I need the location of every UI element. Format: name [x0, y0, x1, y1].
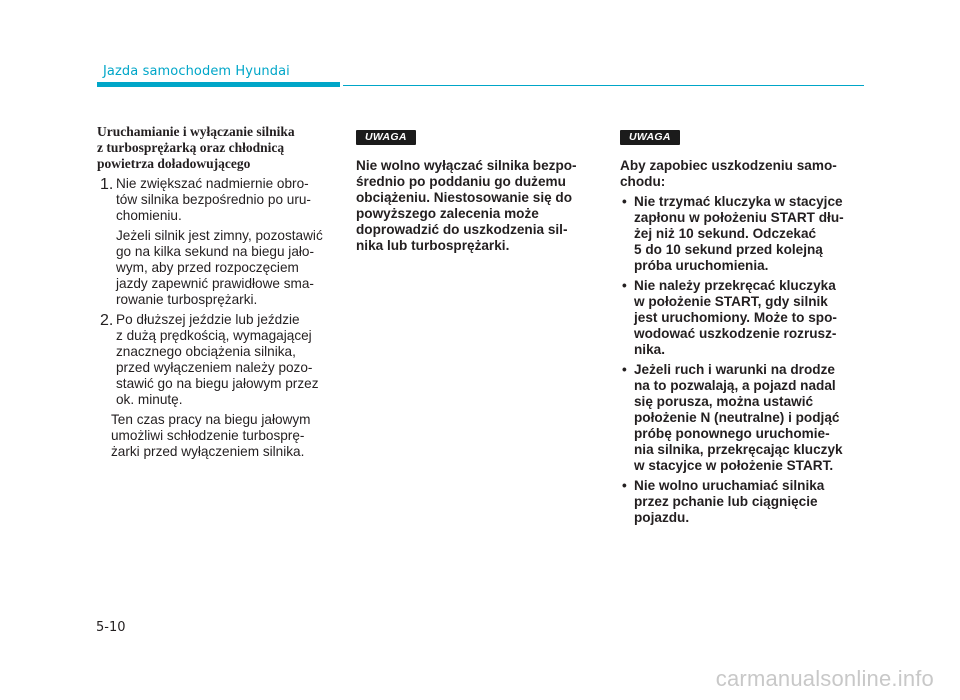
text-line: jazdy zapewnić prawidłowe sma- [116, 276, 314, 291]
header-accent-bar [97, 82, 340, 87]
bullet-item [620, 278, 868, 358]
text-line: Jeżeli silnik jest zimny, pozostawić [116, 228, 323, 243]
text-line: doprowadzić do uszkodzenia sil- [356, 222, 568, 237]
text-line: rowanie turbosprężarki. [116, 292, 258, 307]
text-line: Nie wolno uruchamiać silnika [634, 478, 825, 493]
text-line: chodu: [620, 174, 666, 189]
heading-line: powietrza doładowującego [97, 156, 251, 171]
text-line: średnio po poddaniu go dużemu [356, 174, 566, 189]
numbered-item-1 [97, 176, 345, 224]
text-line: wodować uszkodzenie rozrusz- [634, 326, 837, 341]
text-line: Ten czas pracy na biegu jałowym [111, 412, 311, 427]
text-line: żej niż 10 sekund. Odczekać [634, 226, 817, 241]
paragraph [97, 228, 345, 308]
item-number: 2. [100, 312, 114, 329]
watermark: carmanualsonline.info [715, 666, 934, 691]
text-line: tów silnika bezpośrednio po uru- [116, 192, 311, 207]
text-line: stawić go na biegu jałowym przez [116, 376, 319, 391]
text-line: ok. minutę. [116, 392, 183, 407]
text-line: nika. [634, 342, 665, 357]
text-line: go na kilka sekund na biegu jało- [116, 244, 314, 259]
text-line: pojazdu. [634, 510, 690, 525]
bullet-icon: • [622, 478, 627, 493]
heading-line: Uruchamianie i wyłączanie silnika [97, 124, 295, 139]
right-column [620, 127, 868, 526]
item-number: 1. [100, 176, 114, 193]
text-line: położenie N (neutralne) i podjąć [634, 410, 840, 425]
caution-text [356, 158, 606, 254]
text-line: umożliwi schłodzenie turbosprę- [111, 428, 305, 443]
text-line: próbę ponownego uruchomie- [634, 426, 830, 441]
text-line: 5 do 10 sekund przed kolejną [634, 242, 823, 257]
text-line: próba uruchomienia. [634, 258, 769, 273]
header-rule [343, 85, 864, 86]
bullet-item [620, 362, 868, 474]
text-line: jest uruchomiony. Może to spo- [634, 310, 837, 325]
text-line: chomieniu. [116, 208, 182, 223]
section-heading [97, 124, 345, 172]
bullet-icon: • [622, 194, 627, 209]
text-line: powyższego zalecenia może [356, 206, 539, 221]
text-line: z dużą prędkością, wymagającej [116, 328, 312, 343]
text-line: nika lub turbosprężarki. [356, 238, 510, 253]
text-line: wym, aby przed rozpoczęciem [116, 260, 299, 275]
text-line: Jeżeli ruch i warunki na drodze [634, 362, 835, 377]
paragraph [97, 412, 345, 460]
text-line: żarki przed wyłączeniem silnika. [111, 444, 305, 459]
text-line: znacznego obciążenia silnika, [116, 344, 296, 359]
text-line: przez pchanie lub ciągnięcie [634, 494, 818, 509]
left-column [97, 124, 345, 460]
text-line: Nie wolno wyłączać silnika bezpo- [356, 158, 577, 173]
text-line: w położenie START, gdy silnik [634, 294, 828, 309]
caution-badge: UWAGA [356, 130, 416, 145]
bullet-item [620, 478, 868, 526]
numbered-item-2 [97, 312, 345, 408]
page-number: 5-10 [96, 620, 126, 635]
section-title: Jazda samochodem Hyundai [103, 64, 290, 79]
text-line: nia silnika, przekręcając kluczyk [634, 442, 843, 457]
bullet-icon: • [622, 278, 627, 293]
text-line: Nie należy przekręcać kluczyka [634, 278, 836, 293]
text-line: Aby zapobiec uszkodzeniu samo- [620, 158, 837, 173]
text-line: zapłonu w położeniu START dłu- [634, 210, 844, 225]
text-line: przed wyłączeniem należy pozo- [116, 360, 313, 375]
caution-intro [620, 158, 868, 190]
text-line: obciążeniu. Niestosowanie się do [356, 190, 573, 205]
heading-line: z turbosprężarką oraz chłodnicą [97, 140, 285, 155]
text-line: w stacyjce w położenie START. [634, 458, 834, 473]
text-line: Po dłuższej jeździe lub jeździe [116, 312, 300, 327]
text-line: Nie trzymać kluczyka w stacyjce [634, 194, 843, 209]
bullet-item [620, 194, 868, 274]
caution-badge: UWAGA [620, 130, 680, 145]
text-line: się porusza, można ustawić [634, 394, 814, 409]
middle-column [356, 127, 606, 254]
bullet-icon: • [622, 362, 627, 377]
text-line: Nie zwiększać nadmiernie obro- [116, 176, 309, 191]
text-line: na to pozwalają, a pojazd nadal [634, 378, 836, 393]
